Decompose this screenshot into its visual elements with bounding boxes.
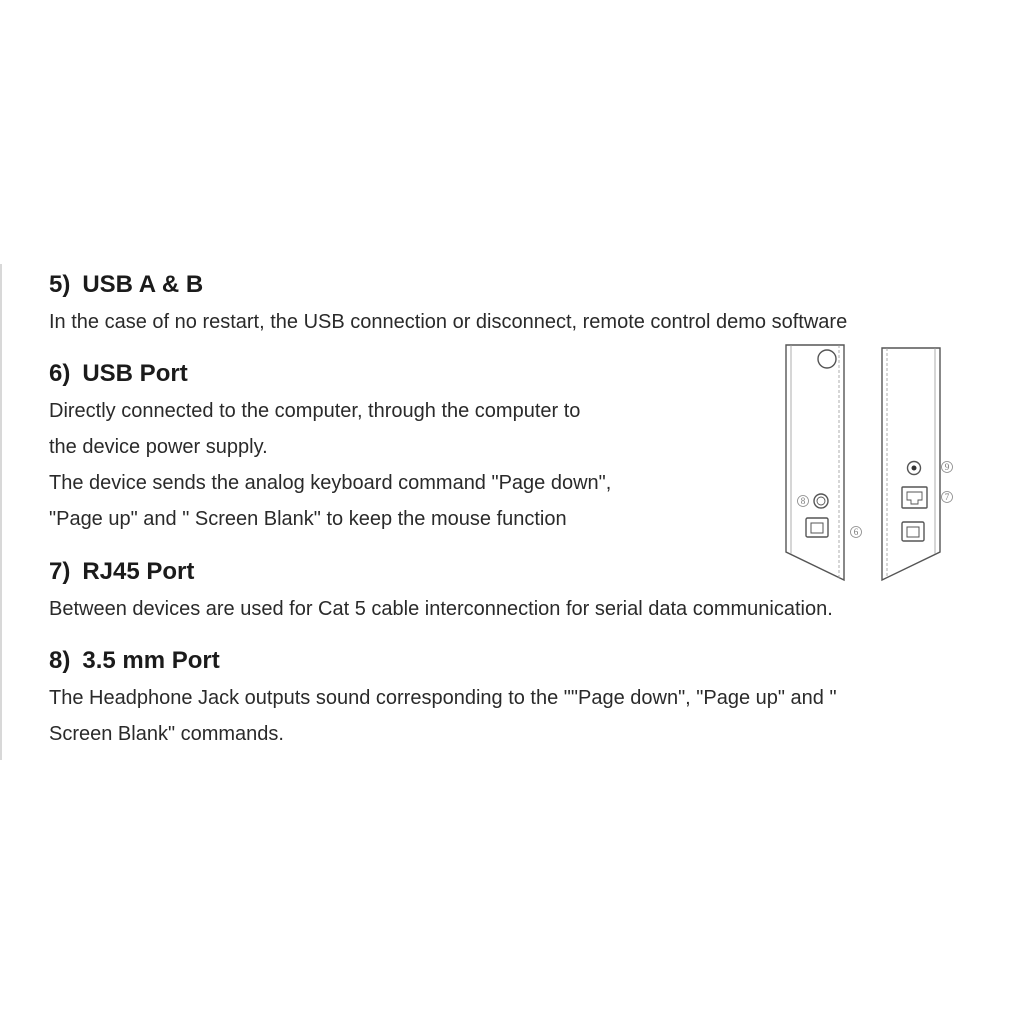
section-6-title: USB Port [82,360,188,387]
audio-jack-icon [814,494,828,508]
usb-b-port-icon [806,518,828,537]
right-device-panel [882,348,940,580]
callout-6-label: 6 [853,527,859,537]
section-5-line-1: In the case of no restart, the USB connection or disconnect, remote control demo software [49,311,848,333]
left-callouts [798,496,862,538]
section-8-text [49,680,837,752]
section-8-heading [49,646,220,676]
section-8-line-2: Screen Blank" commands. [49,723,284,745]
rj45-port-icon [902,487,927,508]
section-6-line-2: the device power supply. [49,436,268,458]
section-5-number: 5) [49,271,71,298]
section-6-line-1: Directly connected to the computer, through the computer to [49,400,581,422]
section-6-heading [49,359,188,389]
section-7-line-1: Between devices are used for Cat 5 cable interconnection for serial data communication. [49,598,833,620]
section-7-number: 7) [49,558,71,585]
section-6-text [49,393,611,537]
left-device-panel [786,345,844,580]
section-5-heading [49,270,203,300]
section-5-title: USB A & B [82,271,204,298]
device-ports-diagram [778,340,968,588]
section-8-number: 8) [49,647,71,674]
usb-a-port-icon [902,522,924,541]
section-7-title: RJ45 Port [82,558,195,585]
section-5-text [49,304,847,340]
callout-9-label: 9 [944,462,950,472]
section-8-title: 3.5 mm Port [82,647,220,674]
callout-8-label: 8 [800,496,806,506]
callout-7-label: 7 [944,492,950,502]
section-7-heading [49,557,194,587]
section-6-number: 6) [49,360,71,387]
section-7-text [49,591,833,627]
right-callouts [942,462,953,503]
section-6-line-4: "Page up" and " Screen Blank" to keep the mouse function [49,508,567,530]
section-6-line-3: The device sends the analog keyboard command "Page down", [49,472,612,494]
section-8-line-1: The Headphone Jack outputs sound corresponding to the ""Page down", "Page up" and " [49,687,837,709]
left-margin-rule [0,264,2,760]
mount-hole-icon [818,350,836,368]
